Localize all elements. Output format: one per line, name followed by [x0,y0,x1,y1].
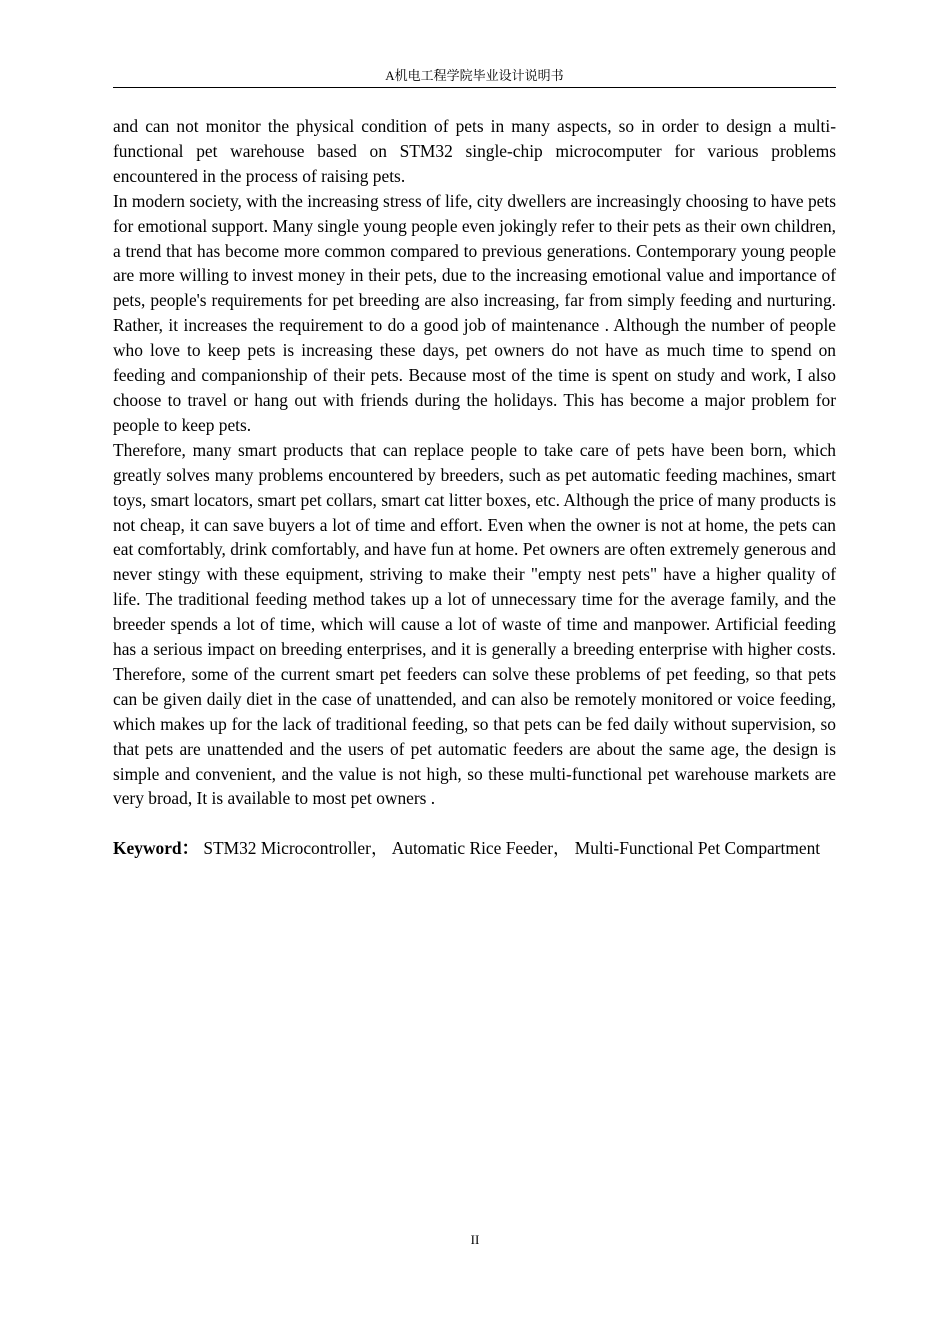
keywords-line [113,836,836,861]
body-paragraph: and can not monitor the physical condition of pets in many aspects, so in order to design a multi-functional pet warehouse based on STM32 single-chip microcomputer for various problems encountered in the process of raising pets. [113,116,836,186]
body-paragraph: Therefore, many smart products that can replace people to take care of pets have been born, which greatly solves many problems encountered by breeders, such as pet automatic feeding machines, smart toys, smart locators, smart pet collars, smart cat litter boxes, etc. Although the price of many products is not cheap, it can save buyers a lot of time and effort. Even when the owner is not at home, the pets can eat comfortably, drink comfortably, and have fun at home. Pet owners are often extremely generous and never stingy with these equipment, striving to make their "empty nest pets" have a higher quality of life. The traditional feeding method takes up a lot of unnecessary time for the average family, and the breeder spends a lot of time, which will cause a lot of waste of time and manpower. Artificial feeding has a serious impact on breeding enterprises, and it is generally a breeding enterprise with higher costs. Therefore, some of the current smart pet feeders can solve these problems of pet feeding, so that pets can be given daily diet in the case of unattended, and can also be remotely monitored or voice feeding, which makes up for the lack of traditional feeding, so that pets can be fed daily without supervision, so that pets are unattended and the users of pet automatic feeders are about the same age, the design is simple and convenient, and the value is not high, so these multi-functional pet warehouse markets are very broad, It is available to most pet owners . [113,439,836,809]
keywords-label: Keyword： [113,838,199,859]
keywords-text: STM32 Microcontroller， Automatic Rice Feeder， Multi-Functional Pet Compartment [203,838,821,859]
document-body [113,114,836,861]
page-header [113,66,836,88]
header-title: A机电工程学院毕业设计说明书 [385,68,564,83]
body-paragraph: In modern society, with the increasing stress of life, city dwellers are increasingly choosing to have pets for emotional support. Many single young people even jokingly refer to their pets as their own children, a trend that has become more common compared to previous generations. Contemporary young people are more willing to invest money in their pets, due to the increasing emotional value and importance of pets, people's requirements for pet breeding are also increasing, far from simply feeding and nurturing. Rather, it increases the requirement to do a good job of maintenance . Although the number of people who love to keep pets is increasing these days, pet owners do not have as much time to spend on feeding and companionship of their pets. Because most of the time is spent on study and work, I also choose to travel or hang out with friends during the holidays. This has become a major problem for people to keep pets. [113,190,836,435]
page-number: II [470,1232,480,1247]
